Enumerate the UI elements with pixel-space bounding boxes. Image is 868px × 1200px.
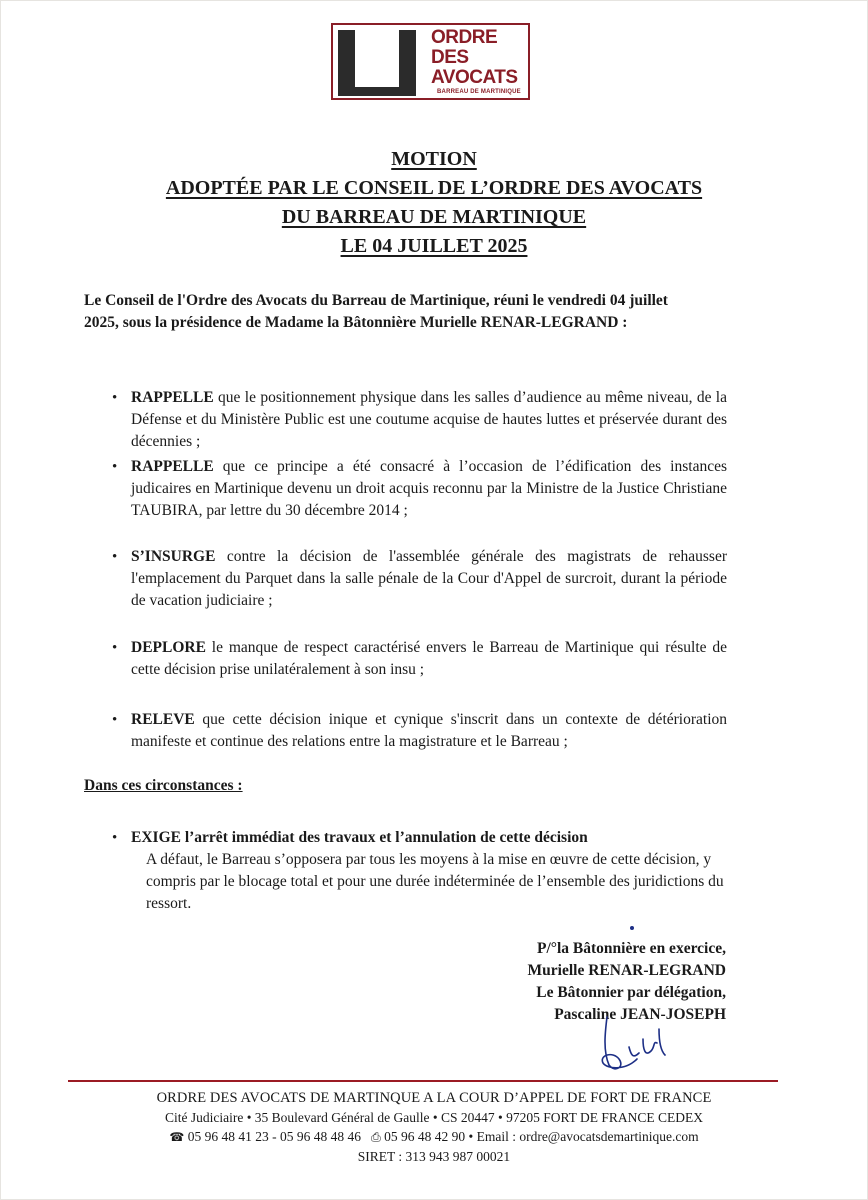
title-line-3: DU BARREAU DE MARTINIQUE xyxy=(281,206,587,228)
title-line-4: LE 04 JUILLET 2025 xyxy=(340,235,528,257)
exige-text: A défaut, le Barreau s’opposera par tous les moyens à la mise en œuvre de cette décision, y compris par le blocage total et pour une durée indéterminée de l’ensemble des juridictions du ressort. xyxy=(146,851,724,912)
document-title xyxy=(0,145,868,261)
bullet-icon: • xyxy=(112,712,118,728)
signature-block xyxy=(466,938,726,1026)
footer-email: • Email : ordre@avocatsdemartinique.com xyxy=(468,1129,699,1144)
logo-line-2: DES xyxy=(431,47,469,68)
item-text: que cette décision inique et cynique s'inscrit dans un contexte de détérioration manifeste et continue des relations entre la magistrature et le Barreau ; xyxy=(131,711,727,750)
signature-line-4: Pascaline JEAN-JOSEPH xyxy=(554,1006,726,1023)
intro-line-2: 2025, sous la présidence de Madame la Bâtonnière Murielle RENAR-LEGRAND : xyxy=(84,314,628,331)
motion-item xyxy=(112,637,727,681)
handwritten-signature-icon xyxy=(585,1015,695,1075)
item-keyword: DEPLORE xyxy=(131,639,206,656)
footer-phones: 05 96 48 41 23 - 05 96 48 48 46 xyxy=(187,1129,361,1144)
bar-association-logo xyxy=(331,23,530,100)
exige-heading: EXIGE l’arrêt immédiat des travaux et l’annulation de cette décision xyxy=(131,829,588,846)
title-line-1: MOTION xyxy=(391,148,477,170)
fax-icon: ⎙ xyxy=(371,1130,381,1144)
item-keyword: RELEVE xyxy=(131,711,195,728)
footer-address: Cité Judiciaire • 35 Boulevard Général de Gaulle • CS 20447 • 97205 FORT DE FRANCE CEDEX xyxy=(164,1110,704,1125)
item-text: contre la décision de l'assemblée générale des magistrats de rehausser l'emplacement du Parquet dans la salle pénale de la Cour d'Appel de surcroit, durant la période de vacation judiciaire ; xyxy=(131,548,727,609)
logo-line-1: ORDRE xyxy=(431,27,498,48)
item-keyword: S’INSURGE xyxy=(131,548,216,565)
intro-paragraph xyxy=(84,290,724,334)
motion-item xyxy=(112,546,727,612)
logo-wordmark xyxy=(431,28,527,88)
footer xyxy=(0,1089,868,1166)
motion-item xyxy=(112,456,727,522)
phone-icon: ☎ xyxy=(169,1130,185,1144)
item-keyword: RAPPELLE xyxy=(131,389,214,406)
footer-rule xyxy=(68,1080,778,1082)
motion-item xyxy=(112,709,727,753)
bullet-icon: • xyxy=(112,549,118,565)
footer-siret: SIRET : 313 943 987 00021 xyxy=(357,1149,511,1164)
bullet-icon: • xyxy=(112,830,118,846)
logo-line-3: AVOCATS xyxy=(431,67,518,88)
title-line-2: ADOPTÉE PAR LE CONSEIL DE L’ORDRE DES AVOCATS xyxy=(165,177,703,199)
item-text: le manque de respect caractérisé envers le Barreau de Martinique qui résulte de cette décision prise unilatéralement à son insu ; xyxy=(131,639,727,678)
footer-fax: 05 96 48 42 90 xyxy=(384,1129,466,1144)
bullet-icon: • xyxy=(112,390,118,406)
item-keyword: RAPPELLE xyxy=(131,458,214,475)
motion-item xyxy=(112,387,727,453)
intro-line-1: Le Conseil de l'Ordre des Avocats du Barreau de Martinique, réuni le vendredi 04 juillet xyxy=(84,292,668,309)
logo-emblem-icon xyxy=(335,27,421,98)
exige-item xyxy=(112,827,731,915)
item-text: que le positionnement physique dans les salles d’audience au même niveau, de la Défense et du Ministère Public est une coutume acquise de hautes luttes et préservée durant des décennies ; xyxy=(131,389,727,450)
signature-line-1: P/°la Bâtonnière en exercice, xyxy=(537,940,726,957)
signature-line-3: Le Bâtonnier par délégation, xyxy=(536,984,726,1001)
signature-line-2: Murielle RENAR-LEGRAND xyxy=(527,962,726,979)
bullet-icon: • xyxy=(112,459,118,475)
footer-contact xyxy=(0,1127,868,1147)
bullet-icon: • xyxy=(112,640,118,656)
logo-subtitle: BARREAU DE MARTINIQUE xyxy=(437,89,521,95)
ink-dot xyxy=(630,926,634,930)
item-text: que ce principe a été consacré à l’occasion de l’édification des instances judicaires en Martinique devenu un droit acquis reconnu par la Ministre de la Justice Christiane TAUBIRA, par lettre du 30 décembre 2014 ; xyxy=(131,458,727,519)
circumstances-heading: Dans ces circonstances : xyxy=(84,777,243,794)
footer-title: ORDRE DES AVOCATS DE MARTINQUE A LA COUR D’APPEL DE FORT DE FRANCE xyxy=(156,1090,712,1106)
